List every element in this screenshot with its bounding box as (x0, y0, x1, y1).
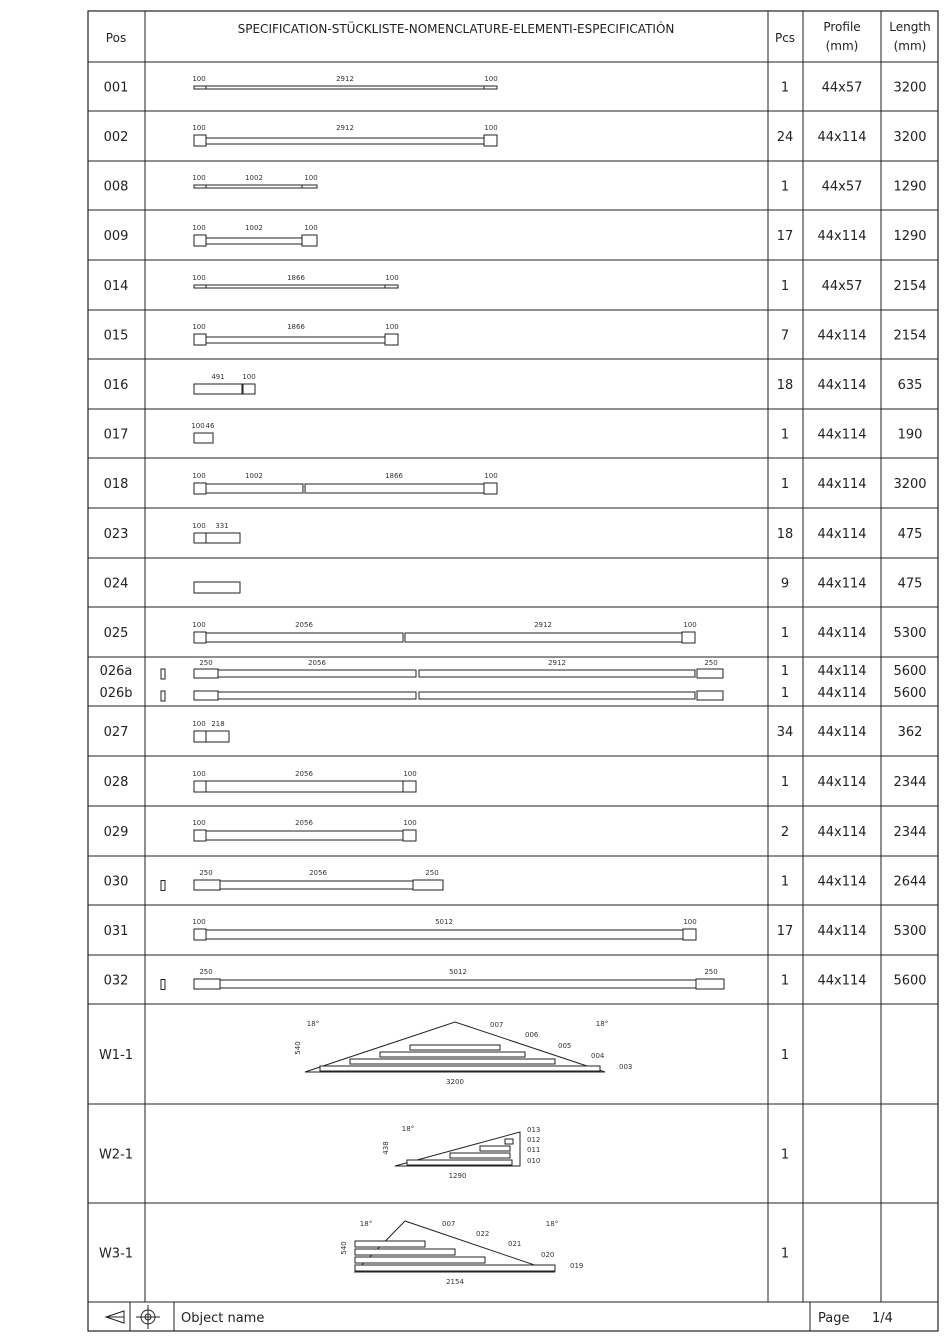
assembly-row (99, 1020, 789, 1086)
header-profile: Profile (823, 20, 861, 34)
piece-segment (194, 582, 240, 593)
spec-row (104, 422, 923, 443)
piece-segment (683, 929, 696, 940)
dimension-label: 100 (484, 124, 498, 132)
dimension-label: 2056 (295, 819, 313, 827)
piece-segment (194, 731, 206, 742)
row-profile: 44x114 (817, 686, 867, 701)
dimension-label: 100 (192, 770, 206, 778)
header-length-unit: (mm) (893, 39, 927, 53)
dimension-label: 100 (683, 918, 697, 926)
row-profile: 44x114 (817, 924, 867, 939)
row-profile: 44x57 (821, 80, 863, 96)
truss-board (410, 1045, 500, 1050)
piece-segment (305, 484, 484, 493)
piece-segment (696, 979, 724, 989)
dimension-label: 250 (704, 659, 718, 667)
dimension-label: 100 (385, 323, 399, 331)
row-pos: 023 (103, 527, 129, 542)
height-label: 540 (294, 1041, 302, 1055)
dimension-label: 100 (192, 819, 206, 827)
truss-board (480, 1146, 510, 1151)
row-pcs: 17 (776, 924, 794, 939)
piece-segment (206, 781, 403, 792)
dimension-label: 1002 (245, 472, 263, 480)
footer (106, 1305, 893, 1329)
dimension-label: 1002 (245, 174, 263, 182)
piece-segment (206, 731, 229, 742)
row-pos: 024 (103, 576, 129, 592)
header-title: SPECIFICATION-STÜCKLISTE-NOMENCLATURE-ELEMENTI-ESPECIFICATIÓN (237, 22, 675, 36)
dimension-label: 1002 (245, 224, 263, 232)
piece-segment (419, 692, 695, 699)
dimension-label: 100 (192, 174, 206, 182)
assembly-pos: W1-1 (98, 1048, 134, 1063)
dimension-label: 100 (484, 75, 498, 83)
row-profile: 44x114 (817, 775, 867, 790)
row-pos: 029 (103, 825, 129, 840)
dimension-label: 5012 (435, 918, 453, 926)
row-pcs: 1 (780, 664, 790, 679)
spec-row (104, 720, 923, 742)
height-label: 438 (382, 1141, 390, 1155)
span-label: 1290 (448, 1172, 467, 1180)
dimension-label: 100 (192, 720, 206, 728)
header-pos: Pos (105, 31, 127, 45)
assembly-pos: W2-1 (98, 1147, 134, 1163)
piece-segment (194, 669, 218, 678)
dimension-label: 100 (192, 274, 206, 282)
piece-segment (682, 632, 695, 643)
dimension-label: 100 (192, 918, 206, 926)
truss-board (355, 1241, 425, 1247)
page-number: 1/4 (872, 1311, 893, 1326)
piece-segment (194, 86, 206, 89)
dimension-label: 100 (192, 621, 206, 629)
piece-segment (194, 433, 213, 443)
dimension-label: 2056 (309, 869, 327, 877)
dimension-label: 100 (403, 770, 417, 778)
dimension-label: 100 (191, 422, 205, 430)
piece-segment (484, 86, 497, 89)
dimension-label: 2056 (295, 621, 313, 629)
spec-row (99, 659, 926, 701)
piece-segment (194, 285, 206, 288)
piece-segment (206, 633, 403, 642)
part-label: 010 (527, 1157, 541, 1165)
row-pcs: 1 (780, 80, 790, 96)
dimension-label: 100 (192, 522, 206, 530)
piece-segment (194, 929, 206, 940)
piece-segment (194, 334, 206, 345)
piece-segment (194, 235, 206, 246)
assembly-pcs: 1 (780, 1048, 790, 1063)
piece-segment (385, 285, 398, 288)
row-pcs: 1 (780, 686, 790, 701)
row-pos: 026b (99, 686, 133, 701)
row-profile: 44x114 (817, 874, 867, 890)
span-label: 3200 (446, 1078, 464, 1086)
truss-board (380, 1052, 525, 1057)
row-length: 2344 (893, 775, 927, 790)
truss-board (505, 1139, 513, 1144)
row-pcs: 1 (780, 179, 790, 195)
truss-board (355, 1257, 485, 1263)
row-pcs: 24 (776, 130, 794, 145)
part-label: 003 (619, 1063, 633, 1071)
piece-segment (206, 831, 403, 840)
row-pos: 027 (103, 725, 129, 740)
piece-segment (484, 135, 497, 146)
angle-label: 18° (401, 1125, 415, 1133)
row-length: 5600 (893, 686, 927, 701)
dimension-label: 491 (211, 373, 225, 381)
dimension-label: 331 (215, 522, 229, 530)
object-name-label: Object name (181, 1311, 265, 1326)
assembly-pos: W3-1 (98, 1246, 134, 1262)
piece-segment (206, 533, 240, 543)
row-pcs: 34 (776, 725, 794, 740)
piece-segment (220, 980, 696, 988)
dimension-label: 2912 (336, 124, 354, 132)
piece-segment (302, 185, 317, 188)
truss-board (350, 1059, 555, 1064)
row-profile: 44x114 (817, 477, 867, 492)
row-length: 3200 (893, 130, 927, 145)
row-profile: 44x114 (817, 427, 867, 443)
row-profile: 44x114 (817, 725, 867, 740)
row-pcs: 2 (780, 825, 790, 840)
row-pos: 017 (103, 427, 129, 443)
piece-segment (403, 830, 416, 841)
dimension-label: 46 (205, 422, 215, 430)
height-label: 540 (340, 1241, 348, 1255)
span-label: 2154 (446, 1278, 464, 1286)
truss-board (355, 1249, 455, 1255)
row-pos: 016 (103, 378, 129, 393)
dimension-label: 100 (304, 224, 318, 232)
dimension-label: 2912 (336, 75, 354, 83)
part-label: 019 (570, 1262, 584, 1270)
row-length: 3200 (893, 477, 927, 492)
dimension-label: 100 (683, 621, 697, 629)
dimension-label: 250 (199, 968, 213, 976)
piece-segment (302, 235, 317, 246)
piece-segment (194, 979, 220, 989)
row-profile: 44x114 (817, 378, 867, 393)
piece-segment (243, 384, 255, 394)
spec-row (104, 522, 923, 543)
row-pcs: 1 (780, 973, 790, 989)
row-length: 3200 (893, 80, 927, 96)
angle-label: 18° (595, 1020, 609, 1028)
row-length: 475 (897, 527, 923, 542)
row-pos: 002 (103, 130, 129, 145)
piece-segment (206, 930, 683, 939)
piece-segment (194, 632, 206, 643)
row-pos: 031 (103, 924, 129, 939)
row-pcs: 18 (776, 527, 794, 542)
piece-segment (194, 135, 206, 146)
piece-segment (220, 881, 413, 889)
assembly-rows (99, 1020, 789, 1286)
dimension-label: 250 (704, 968, 718, 976)
row-profile: 44x57 (821, 279, 863, 294)
part-label: 020 (541, 1251, 555, 1259)
dimension-label: 218 (211, 720, 225, 728)
piece-segment (194, 185, 206, 188)
row-pos: 001 (103, 80, 129, 96)
piece-segment (206, 86, 484, 89)
row-length: 475 (897, 576, 923, 592)
dimension-label: 100 (403, 819, 417, 827)
row-pos: 026a (99, 664, 133, 679)
row-length: 2154 (893, 328, 927, 344)
dimension-label: 100 (192, 124, 206, 132)
piece-segment (194, 830, 206, 841)
piece-segment (194, 691, 218, 700)
dimension-label: 5012 (449, 968, 467, 976)
angle-label: 18° (545, 1220, 559, 1228)
row-pos: 008 (103, 179, 129, 195)
header-pcs: Pcs (774, 31, 796, 45)
angle-label: 18° (306, 1020, 320, 1028)
header-profile-unit: (mm) (825, 39, 859, 53)
header-length: Length (889, 20, 931, 34)
part-label: 006 (525, 1031, 539, 1039)
piece-segment (206, 285, 385, 288)
row-length: 2154 (893, 279, 927, 294)
row-profile: 44x114 (817, 229, 867, 244)
part-label: 011 (527, 1146, 541, 1154)
row-length: 2344 (893, 825, 927, 840)
dimension-label: 2912 (534, 621, 552, 629)
row-length: 5600 (893, 664, 927, 679)
dimension-label: 2056 (308, 659, 326, 667)
row-pcs: 7 (780, 328, 790, 344)
part-label: 013 (527, 1126, 541, 1134)
projection-symbol-icon (106, 1311, 124, 1323)
piece-segment (206, 484, 303, 493)
row-profile: 44x114 (817, 825, 867, 840)
dimension-label: 100 (242, 373, 256, 381)
row-pcs: 1 (780, 427, 790, 443)
row-pcs: 1 (780, 279, 790, 294)
piece-segment (405, 633, 682, 642)
part-label: 004 (591, 1052, 605, 1060)
row-pos: 009 (103, 229, 129, 244)
piece-segment (206, 185, 302, 188)
piece-segment (413, 880, 443, 890)
part-label: 022 (476, 1230, 490, 1238)
row-pcs: 17 (776, 229, 794, 244)
row-pos: 015 (103, 328, 129, 344)
row-pcs: 1 (780, 874, 790, 890)
row-profile: 44x114 (817, 626, 867, 641)
dimension-label: 1866 (287, 323, 305, 331)
end-section-marker (161, 669, 165, 679)
spec-row (104, 373, 923, 394)
part-label: 005 (558, 1042, 572, 1050)
dimension-label: 1866 (385, 472, 403, 480)
row-profile: 44x114 (817, 973, 867, 989)
row-profile: 44x114 (817, 576, 867, 592)
dimension-label: 100 (385, 274, 399, 282)
piece-segment (419, 670, 695, 677)
part-label: 012 (527, 1136, 541, 1144)
dimension-label: 250 (199, 659, 213, 667)
assembly-row (99, 1125, 789, 1180)
end-section-marker (161, 881, 165, 891)
row-profile: 44x114 (817, 130, 867, 145)
row-length: 2644 (893, 874, 927, 890)
assembly-pcs: 1 (780, 1147, 790, 1163)
piece-segment (484, 483, 497, 494)
piece-segment (218, 692, 416, 699)
part-label: 021 (508, 1240, 522, 1248)
row-pos: 018 (103, 477, 129, 492)
angle-label: 18° (359, 1220, 373, 1228)
dimension-label: 100 (192, 224, 206, 232)
row-pos: 025 (103, 626, 129, 641)
row-length: 1290 (893, 179, 927, 195)
piece-segment (385, 334, 398, 345)
row-length: 635 (897, 378, 923, 393)
row-pos: 030 (103, 874, 129, 890)
dimension-label: 1866 (287, 274, 305, 282)
piece-segment (403, 781, 416, 792)
row-pos: 014 (103, 279, 129, 294)
piece-segment (194, 880, 220, 890)
row-pos: 032 (103, 973, 129, 989)
dimension-label: 250 (199, 869, 213, 877)
piece-segment (194, 781, 206, 792)
piece-segment (697, 669, 723, 678)
row-length: 5600 (893, 973, 927, 989)
piece-segment (697, 691, 723, 700)
dimension-label: 100 (192, 75, 206, 83)
piece-segment (218, 670, 416, 677)
assembly-pcs: 1 (780, 1246, 790, 1262)
row-profile: 44x114 (817, 328, 867, 344)
piece-segment (194, 384, 242, 394)
truss-board (450, 1153, 510, 1158)
piece-segment (206, 238, 302, 244)
piece-segment (206, 138, 484, 144)
truss-board (320, 1066, 600, 1071)
dimension-label: 100 (192, 323, 206, 331)
row-profile: 44x57 (821, 179, 863, 195)
part-label: 007 (442, 1220, 456, 1228)
dimension-label: 2912 (548, 659, 566, 667)
page-label: Page (818, 1311, 850, 1326)
assembly-row (99, 1220, 789, 1286)
truss-board (355, 1265, 555, 1271)
row-pcs: 1 (780, 626, 790, 641)
row-profile: 44x114 (817, 664, 867, 679)
row-length: 5300 (893, 924, 927, 939)
row-pcs: 18 (776, 378, 794, 393)
row-pos: 028 (103, 775, 129, 790)
dimension-label: 100 (484, 472, 498, 480)
end-section-marker (161, 980, 165, 990)
truss-board (407, 1160, 512, 1165)
row-pcs: 1 (780, 775, 790, 790)
piece-segment (194, 533, 206, 543)
piece-segment (194, 483, 206, 494)
dimension-label: 250 (425, 869, 439, 877)
piece-segment (206, 337, 385, 343)
row-profile: 44x114 (817, 527, 867, 542)
dimension-label: 100 (192, 472, 206, 480)
part-label: 007 (490, 1021, 504, 1029)
table-rows (99, 75, 926, 990)
crosshair-symbol-icon (136, 1305, 160, 1329)
row-length: 190 (897, 427, 923, 443)
row-pcs: 9 (780, 576, 790, 592)
end-section-marker (161, 691, 165, 701)
row-pcs: 1 (780, 477, 790, 492)
spec-row (104, 577, 923, 594)
row-length: 362 (897, 725, 923, 740)
row-length: 1290 (893, 229, 927, 244)
dimension-label: 2056 (295, 770, 313, 778)
row-length: 5300 (893, 626, 927, 641)
table-header (106, 20, 931, 53)
dimension-label: 100 (304, 174, 318, 182)
